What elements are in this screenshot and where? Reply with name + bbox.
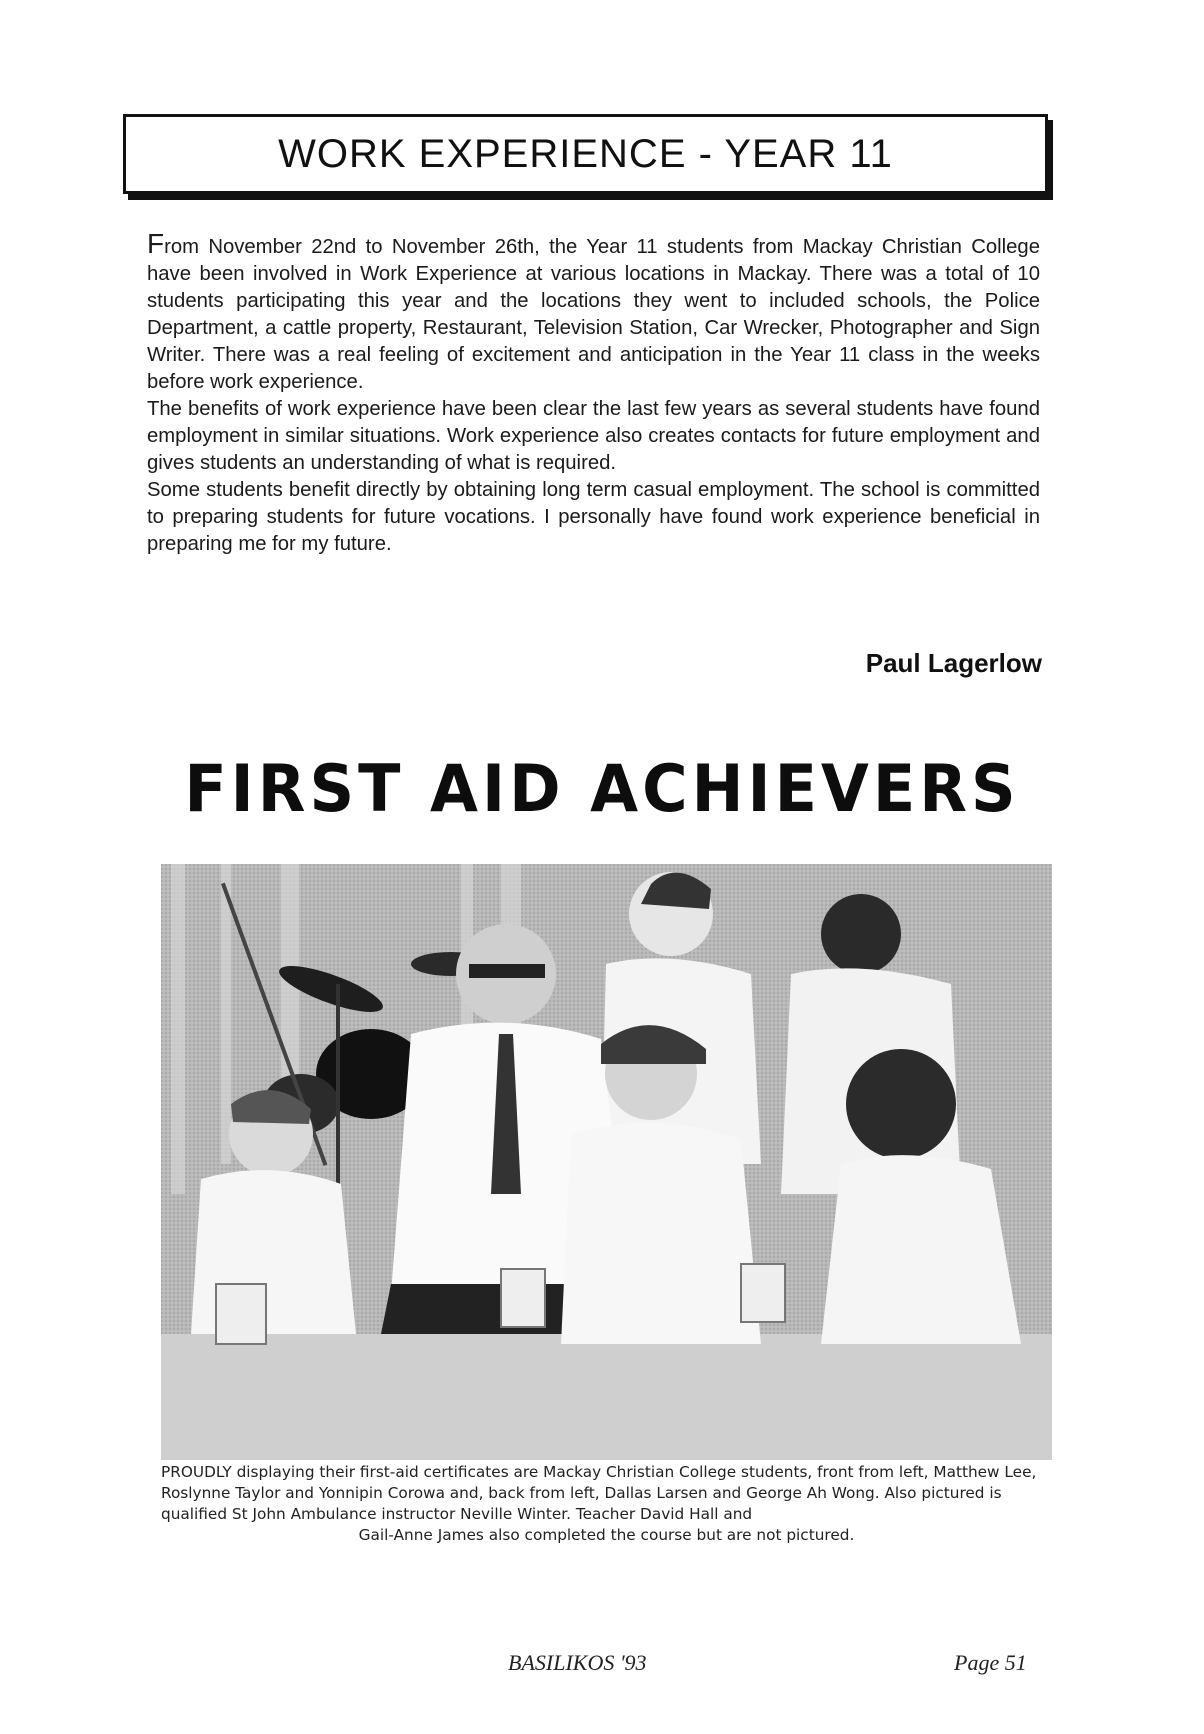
group-photo-illustration [161,864,1052,1460]
group-photo [161,864,1052,1460]
photo-caption [161,1462,1052,1546]
article-paragraph: The benefits of work experience have been clear the last few years as several students have found employment in similar situations. Work experience also creates contacts for future employment and gives students an understanding of what is required. [147,398,1040,474]
page-number: Page 51 [954,1650,1027,1675]
publication-name: BASILIKOS '93 [508,1650,647,1675]
caption-main-text: PROUDLY displaying their first-aid certificates are Mackay Christian College students, front from left, Matthew Lee, Roslynne Taylor and Yonnipin Corowa and, back from left, Dallas Larsen and George Ah Wong. Also pictured is qualified St John Ambulance instructor Neville Winter. Teacher David Hall and [161,1463,1037,1523]
first-aid-title: FIRST AID ACHIEVERS [184,750,1020,827]
work-experience-title: WORK EXPERIENCE - YEAR 11 [278,131,893,176]
section-header-box [123,114,1048,194]
article-body [147,230,1040,558]
article-author: Paul Lagerlow [865,648,1042,678]
caption-last-line: Gail-Anne James also completed the course but are not pictured. [358,1526,855,1544]
article-paragraph: From November 22nd to November 26th, the Year 11 students from Mackay Christian College have been involved in Work Experience at various locations in Mackay. There was a total of 10 students participating this year and the locations they went to included schools, the Police Department, a cattle property, Restaurant, Television Station, Car Wrecker, Photographer and Sign Writer. There was a real feeling of excitement and anticipation in the Year 11 class in the weeks before work experience. [147,228,1040,393]
article-paragraph: Some students benefit directly by obtaining long term casual employment. The school is committed to preparing students for future vocations. I personally have found work experience beneficial in preparing me for my future. [147,479,1040,555]
